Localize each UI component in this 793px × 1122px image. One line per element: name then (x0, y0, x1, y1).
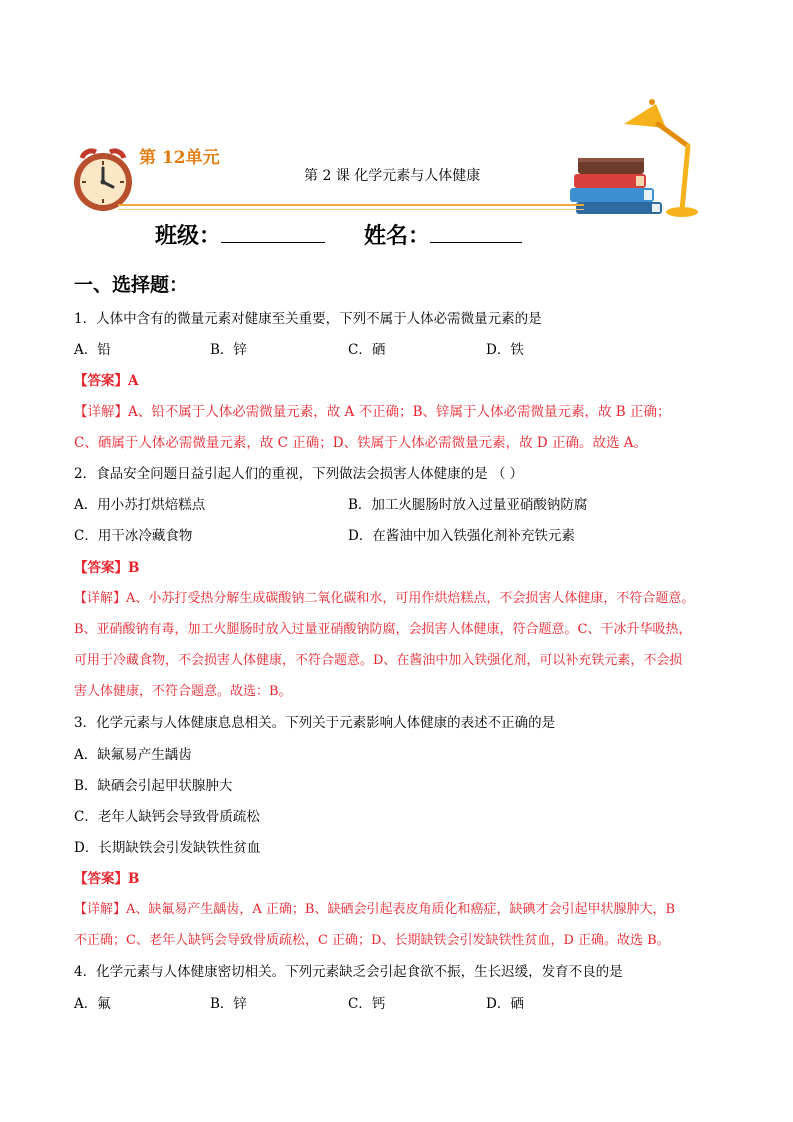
q2-option-d: D．在酱油中加入铁强化剂补充铁元素 (348, 528, 575, 544)
q2-detail-line: 害人体健康，不符合题意。故选：B。 (74, 684, 292, 699)
q3-detail-line: 【详解】A、缺氟易产生龋齿，A 正确；B、缺硒会引起表皮角质化和癌症，缺碘才会引起甲状腺肿大，B (74, 902, 676, 917)
q4-stem: 4．化学元素与人体健康密切相关。下列元素缺乏会引起食欲不振，生长迟缓，发育不良的是 (74, 964, 623, 980)
name-blank[interactable] (430, 220, 522, 243)
lesson-title: 第 2 课 化学元素与人体健康 (304, 168, 481, 184)
q3-option-a: A．缺氟易产生龋齿 (74, 747, 192, 763)
q1-option-b: B．锌 (210, 342, 247, 358)
class-field (155, 219, 325, 250)
class-label: 班级： (155, 223, 222, 249)
q1-option-d: D．铁 (486, 342, 524, 358)
q1-stem: 1．人体中含有的微量元素对健康至关重要，下列不属于人体必需微量元素的是 (74, 311, 542, 327)
q4-option-d: D．硒 (486, 996, 524, 1012)
q2-detail-line: B、亚硝酸钠有毒，加工火腿肠时放入过量亚硝酸钠防腐，会损害人体健康，符合题意。C、干冰升华吸热， (74, 622, 692, 637)
q2-detail-line: 可用于冷藏食物，不会损害人体健康，不符合题意。D、在酱油中加入铁强化剂，可以补充铁元素，不会损 (74, 653, 683, 668)
q1-answer: 【答案】A (74, 373, 139, 389)
section-title: 一、选择题： (74, 274, 189, 296)
q2-option-b: B．加工火腿肠时放入过量亚硝酸钠防腐 (348, 497, 588, 513)
q1-detail-line: C、硒属于人体必需微量元素，故 C 正确；D、铁属于人体必需微量元素，故 D 正确。故选 A。 (74, 435, 648, 451)
class-blank[interactable] (221, 220, 325, 243)
q2-option-c: C．用干冰冷藏食物 (74, 528, 193, 544)
unit-title: 第 12单元 (139, 148, 220, 168)
q1-detail-line: 【详解】A、铅不属于人体必需微量元素，故 A 不正确；B、锌属于人体必需微量元素，故 B 正确； (74, 404, 671, 420)
q1-option-a: A．铅 (74, 342, 111, 358)
q2-detail-line: 【详解】A、小苏打受热分解生成碳酸钠二氧化碳和水，可用作烘焙糕点，不会损害人体健康，不符合题意。 (74, 591, 695, 606)
header-rule (118, 204, 584, 206)
q2-stem: 2．食品安全问题日益引起人们的重视，下列做法会损害人体健康的是 （ ） (74, 466, 524, 482)
q3-stem: 3．化学元素与人体健康息息相关。下列关于元素影响人体健康的表述不正确的是 (74, 715, 556, 731)
q2-answer: 【答案】B (74, 560, 140, 576)
q3-option-c: C．老年人缺钙会导致骨质疏松 (74, 809, 260, 825)
q3-option-b: B．缺硒会引起甲状腺肿大 (74, 778, 233, 794)
books-lamp-illustration (566, 98, 706, 222)
q4-option-a: A．氟 (74, 996, 111, 1012)
q4-option-c: C．钙 (348, 996, 386, 1012)
q3-detail-line: 不正确；C、老年人缺钙会导致骨质疏松，C 正确；D、长期缺铁会引发缺铁性贫血，D 正确。故选 B。 (74, 933, 670, 948)
q1-option-c: C．硒 (348, 342, 386, 358)
q3-answer: 【答案】B (74, 871, 140, 887)
name-label: 姓名： (364, 223, 431, 249)
name-field (364, 219, 522, 250)
q4-option-b: B．锌 (210, 996, 247, 1012)
header-rule-thin (118, 209, 584, 210)
q2-option-a: A．用小苏打烘焙糕点 (74, 497, 206, 513)
q3-option-d: D．长期缺铁会引发缺铁性贫血 (74, 840, 261, 856)
